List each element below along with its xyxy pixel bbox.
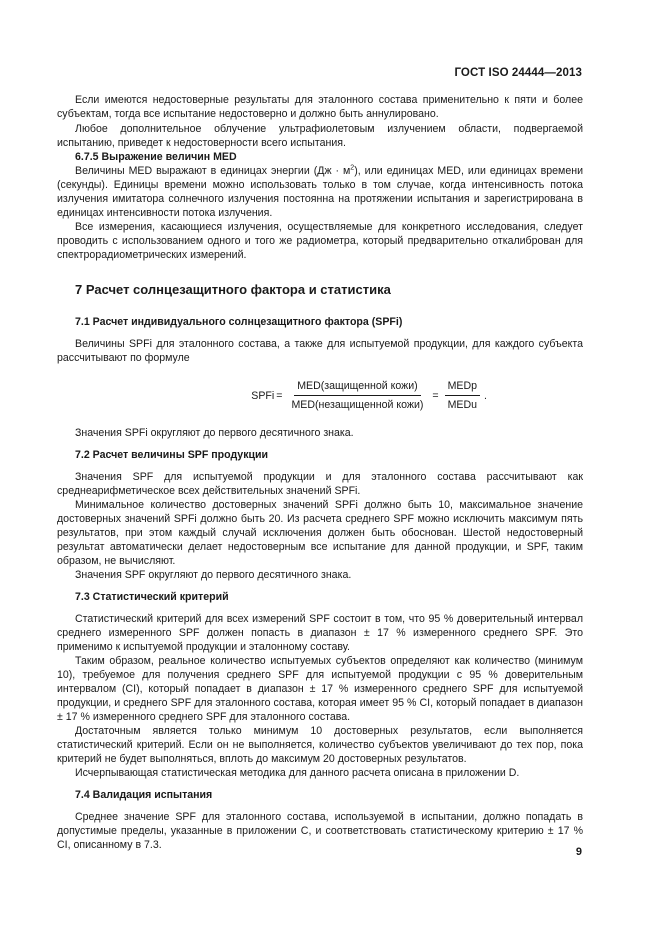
fraction-numerator: MED(защищенной кожи) bbox=[294, 379, 420, 396]
section-heading-7-1: 7.1 Расчет индивидуального солнцезащитного фактора (SPFi) bbox=[75, 316, 403, 328]
chapter-heading-7: 7 Расчет солнцезащитного фактора и статистика bbox=[75, 282, 391, 297]
paragraph: Статистический критерий для всех измерений SPF состоит в том, что 95 % доверительный интервал среднего измеренного SPF должен попасть в диапазон ± 17 % измеренного среднего SPF. Это применимо к испытуемой продукции и эталонному составу. bbox=[57, 613, 583, 653]
section-heading-7-2: 7.2 Расчет величины SPF продукции bbox=[75, 449, 269, 461]
document-header: ГОСТ ISO 24444—2013 bbox=[454, 67, 582, 79]
section-heading-7-3: 7.3 Статистический критерий bbox=[75, 591, 229, 603]
formula-lhs: SPFi bbox=[251, 389, 275, 402]
formula-end: . bbox=[484, 389, 487, 402]
paragraph: Значения SPF для испытуемой продукции и для эталонного состава рассчитывают как среднеарифметическое всех действительных значений SPFi. bbox=[57, 471, 583, 497]
superscript: 2 bbox=[350, 164, 355, 172]
paragraph: Любое дополнительное облучение ультрафиолетовым излучением области, подвергаемой испытанию, приведет к недостоверности всего испытания. bbox=[57, 123, 583, 149]
paragraph: Величины MED выражают в единицах энергии $(Дж \cdot м^2)$, или единицах MED, или единицах времени (секунды). Единицы времени можно использовать только в том случае, когда интенсивность потока излучения имитатора солнечного излучения постоянна на протяжении испытания и зарегистрирована в единицах интенсивности потока излучения. bbox=[57, 164, 583, 219]
paragraph: Таким образом, реальное количество испытуемых субъектов определяют как количество (минимум 10), требуемое для получения среднего SPF для испытуемой продукции с 95 % доверительным интервалом (CI), который попадает в диапазон ± 17 % измеренного среднего SPF для испытуемой продукции, и среднего SPF для эталонного состава, которая имеет 95 % CI, который попадает в диапазон ± 17 % измеренного среднего SPF для эталонного состава. bbox=[57, 655, 583, 723]
paragraph: Достаточным является только минимум 10 достоверных результатов, если выполняется статистический критерий. Если он не выполняется, количество субъектов увеличивают до тех пор, пока критерий не будет выполняться, вплоть до максимум 20 достоверных результатов. bbox=[57, 725, 583, 765]
formula-equals: = bbox=[432, 389, 439, 402]
paragraph: Исчерпывающая статистическая методика для данного расчета описана в приложении D. bbox=[75, 767, 520, 779]
formula-fraction-1 bbox=[288, 379, 426, 412]
formula-fraction-2 bbox=[445, 379, 480, 412]
document-body bbox=[57, 93, 583, 852]
fraction-numerator: MEDp bbox=[445, 379, 480, 396]
spfi-formula bbox=[57, 379, 583, 412]
paragraph: Значения SPFi округляют до первого десятичного знака. bbox=[75, 427, 354, 439]
paragraph: Величины SPFi для эталонного состава, а также для испытуемой продукции, для каждого субъекта рассчитывают по формуле bbox=[57, 338, 583, 364]
formula-equals: = bbox=[276, 389, 283, 402]
paragraph: Если имеются недостоверные результаты для эталонного состава применительно к пяти и более субъектам, тогда все испытание недостоверно и должно быть аннулировано. bbox=[57, 94, 583, 120]
page-number: 9 bbox=[575, 846, 582, 858]
fraction-denominator: MED(незащищенной кожи) bbox=[291, 399, 424, 411]
paragraph: Минимальное количество достоверных значений SPFi должно быть 10, максимальное значение достоверных значений SPFi должно быть 20. Из расчета среднего SPF можно исключить максимум пять результатов, при этом каждый случай исключения должен быть обоснован. Шестой недостоверный результат автоматически делает недостоверным все испытание для данной продукции, и SPF, таким образом, не вычисляют. bbox=[57, 499, 583, 567]
section-heading-7-4: 7.4 Валидация испытания bbox=[75, 789, 213, 801]
paragraph: Все измерения, касающиеся излучения, осуществляемые для конкретного исследования, следует проводить с использованием одного и того же радиометра, который предварительно откалиброван для спектрорадиометрических измерений. bbox=[57, 221, 583, 261]
paragraph: Значения SPF округляют до первого десятичного знака. bbox=[75, 569, 352, 581]
paragraph: Среднее значение SPF для эталонного состава, используемой в испытании, должно попадать в допустимые пределы, указанные в приложении C, и соответствовать статистическому критерию ± 17 % CI, описанному в 7.3. bbox=[57, 811, 583, 851]
fraction-denominator: MEDu bbox=[447, 399, 478, 411]
section-heading-6-7-5: 6.7.5 Выражение величин MED bbox=[75, 151, 237, 163]
